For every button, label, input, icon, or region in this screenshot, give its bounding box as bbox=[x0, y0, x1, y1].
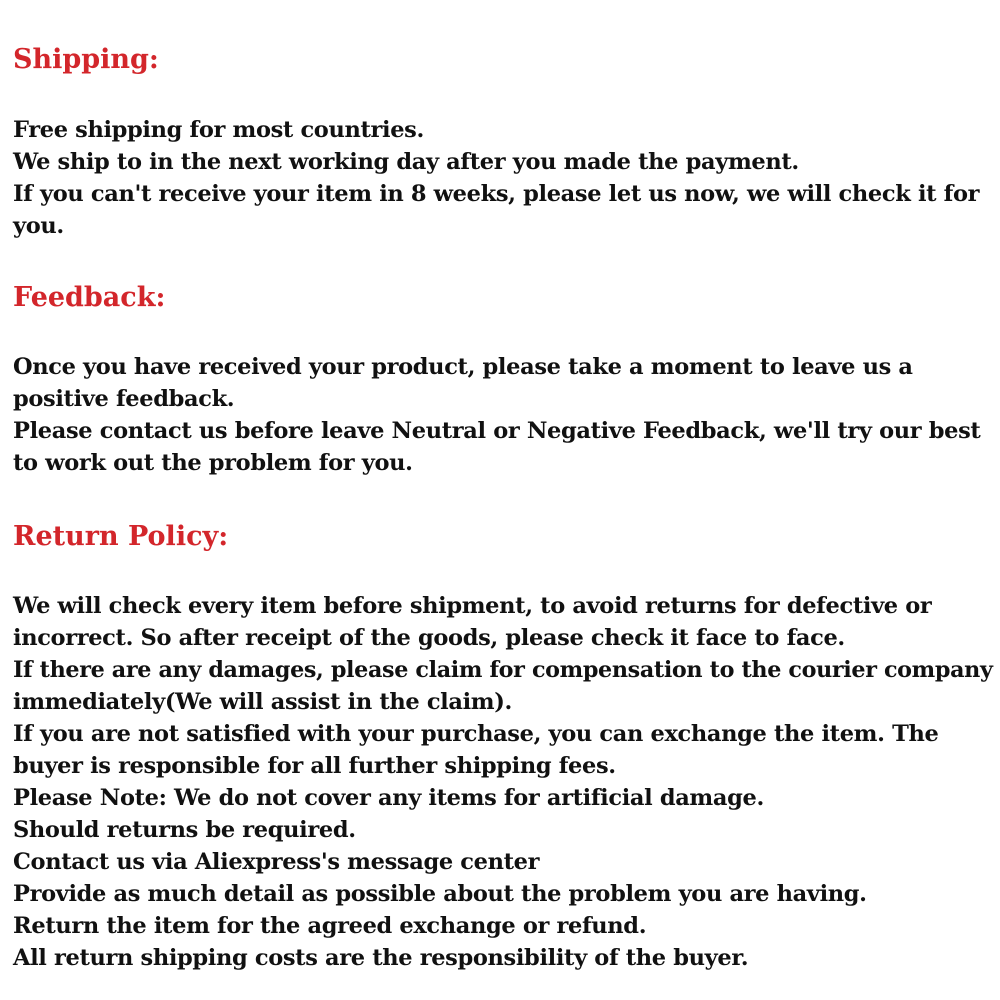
shipping-line: We ship to in the next working day after you made the payment. bbox=[13, 149, 799, 175]
shipping-body bbox=[13, 114, 993, 242]
feedback-line: Please contact us before leave Neutral or Negative Feedback, we'll try our best bbox=[13, 418, 981, 444]
feedback-heading: Feedback: bbox=[13, 282, 166, 313]
return-policy-line: Provide as much detail as possible about the problem you are having. bbox=[13, 881, 867, 907]
return-policy-line: If you are not satisfied with your purchase, you can exchange the item. The bbox=[13, 721, 939, 747]
feedback-body bbox=[13, 351, 993, 479]
return-policy-line: buyer is responsible for all further shipping fees. bbox=[13, 753, 616, 779]
return-policy-line: Please Note: We do not cover any items for artificial damage. bbox=[13, 785, 764, 811]
shipping-heading: Shipping: bbox=[13, 44, 159, 75]
shipping-line: If you can't receive your item in 8 weeks, please let us now, we will check it for bbox=[13, 181, 980, 207]
return-policy-body bbox=[13, 590, 993, 974]
shipping-line: Free shipping for most countries. bbox=[13, 117, 424, 143]
feedback-line: to work out the problem for you. bbox=[13, 450, 413, 476]
return-policy-line: Contact us via Aliexpress's message center bbox=[13, 849, 540, 875]
return-policy-line: incorrect. So after receipt of the goods, please check it face to face. bbox=[13, 625, 845, 651]
return-policy-line: We will check every item before shipment, to avoid returns for defective or bbox=[13, 593, 932, 619]
return-policy-line: immediately(We will assist in the claim). bbox=[13, 689, 513, 715]
return-policy-heading: Return Policy: bbox=[13, 521, 229, 552]
return-policy-line: If there are any damages, please claim for compensation to the courier company bbox=[13, 657, 993, 683]
shipping-line: you. bbox=[13, 213, 64, 239]
return-policy-line: Return the item for the agreed exchange or refund. bbox=[13, 913, 647, 939]
return-policy-line: All return shipping costs are the responsibility of the buyer. bbox=[13, 945, 749, 971]
feedback-line: Once you have received your product, please take a moment to leave us a bbox=[13, 354, 913, 380]
return-policy-line: Should returns be required. bbox=[13, 817, 356, 843]
feedback-line: positive feedback. bbox=[13, 386, 235, 412]
